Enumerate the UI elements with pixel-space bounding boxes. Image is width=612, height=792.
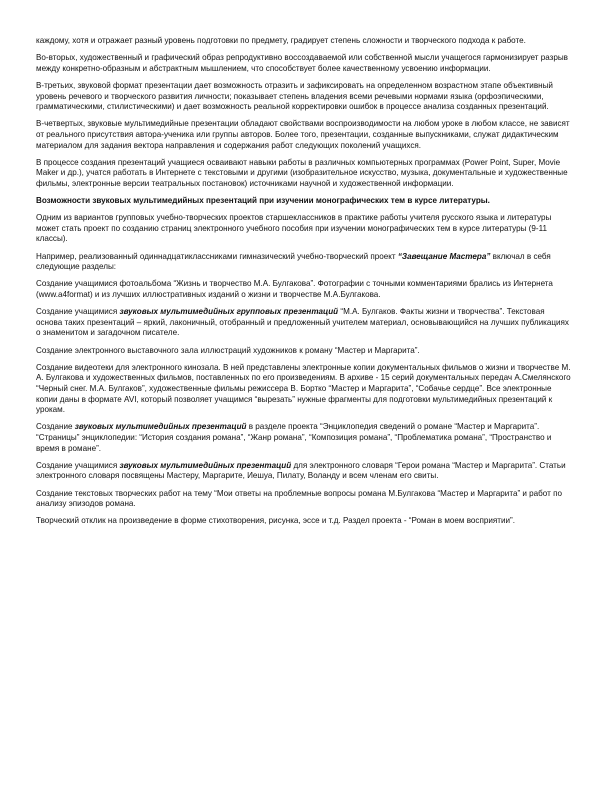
paragraph-6: Одним из вариантов групповых учебно-творческих проектов старшеклассников в практике работы учителя русского языка и литературы может стать проект по созданию страниц электронного учебного пособия при изучении монографических тем в курсе литературы (9-11 классы). [36,213,552,244]
project-title: “Завещание Мастера” [397,251,491,261]
paragraph-5: В процессе создания презентаций учащиеся осваивают навыки работы в различных компьютерных программах (Power Point, Super, Movie Maker и др.), учатся работать в Интернете с текстовыми и другими (изобразительное искусство, музыка, документальные и художественные фильмы, электронные версии театральных постановок) источниками научной и художественной информации. [36,157,568,188]
p13-emphasis: звуковых мультимедийных презентаций [119,460,292,470]
paragraph-10: Создание электронного выставочного зала иллюстраций художников к роману “Мастер и Маргарита”. [36,345,420,355]
p12-emphasis: звуковых мультимедийных презентаций [74,422,247,432]
paragraph-14: Создание текстовых творческих работ на тему “Мои ответы на проблемные вопросы романа М.Булгакова “Мастер и Маргарита” и работ по анализу эпизодов романа. [36,488,562,509]
paragraph-2: Во-вторых, художественный и графический образ репродуктивно воссоздаваемой или собственной мысли учащегося гармонизирует разрыв между конкретно-образным и абстрактным мышлением, что способствует более качественному усвоению информации. [36,53,568,73]
p13-before: Создание учащимися [36,460,120,470]
paragraph-9 [36,307,572,339]
p9-emphasis: звуковых мультимедийных групповых презентаций [119,307,339,317]
paragraph-1: каждому, хотя и отражает разный уровень подготовки по предмету, градирует степень сложности и творческого подхода к работе. [36,36,526,45]
paragraph-13 [36,461,572,482]
paragraph-4: В-четвертых, звуковые мультимедийные презентации обладают свойствами воспроизводимости на любом уроке в любом классе, не зависят от реального присутствия автора-ученика или группы авторов. Более того, презентации, созданные выпускниками, служат дидактическим материалом для задания вектора направления и содержания работ следующих поколений учащихся. [36,119,570,150]
p9-after: “М.А. Булгаков. Факты жизни и творчества”. Текстовая основа таких презентаций – яркий, лаконичный, отобранный и предложенный учителем материал, основывающийся на лучших публикациях о знаменитом и загадочном писателе. [36,307,569,338]
paragraph-7 [36,252,572,273]
p12-before: Создание [36,422,75,432]
p9-before: Создание учащимися [36,307,120,317]
paragraph-15: Творческий отклик на произведение в форме стихотворения, рисунка, эссе и т.д. Раздел проекта - “Роман в моем восприятии”. [36,516,515,526]
paragraph-12 [36,422,572,454]
paragraph-11: Создание видеотеки для электронного кинозала. В ней представлены электронные копии документальных фильмов о жизни и творчестве М. А. Булгакова и художественных фильмов, поставленных по его произведениям. В архиве - 15 серий документальных передач А.Смелянского “Черный снег. М.А. Булгаков”, художественные фильмы режиссера В. Бортко “Мастер и Маргарита”, “Собачье сердце”. Все электронные копии даны в формате AVI, который позволяет учащимся “вырезать” нужные фрагменты для подготовки мультимедийных презентаций к урокам. [36,362,571,415]
paragraph-3: В-третьих, звуковой формат презентации дает возможность отразить и зафиксировать на определенном возрастном этапе объективный уровень речевого и творческого развития личности; показывает степень владения всеми речевыми нормами языка (орфоэпическими, грамматическими, стилистическими) и дает возможность реальной корректировки ошибок в процессе анализа созданных презентаций. [36,80,553,112]
section-heading: Возможности звуковых мультимедийных презентаций при изучении монографических тем в курсе литературы. [36,196,490,206]
p12-after: в разделе проекта “Энциклопедия сведений о романе “Мастер и Маргарита”. “Страницы” энциклопедии: “История создания романа”, “Жанр романа”, “Композиция романа”, “Проблематика романа”, “Пространство и время в романе”. [36,422,552,453]
p7-after: включал в себя следующие разделы: [36,251,551,272]
p13-after: для электронного словаря “Герои романа “Мастер и Маргарита”. Статьи электронного словаря посвящены Мастеру, Маргарите, Иешуа, Пилату, Воланду и всем членам его свиты. [36,460,566,481]
p7-before: Например, реализованный одиннадцатиклассниками гимназический учебно-творческий проект [36,251,398,261]
paragraph-8: Создание учащимися фотоальбома “Жизнь и творчество М.А. Булгакова”. Фотографии с точными комментариями брались из Интернета (www.a4format) и из лучших иллюстративных изданий о жизни и творчестве М.А.Булгакова. [36,279,553,300]
